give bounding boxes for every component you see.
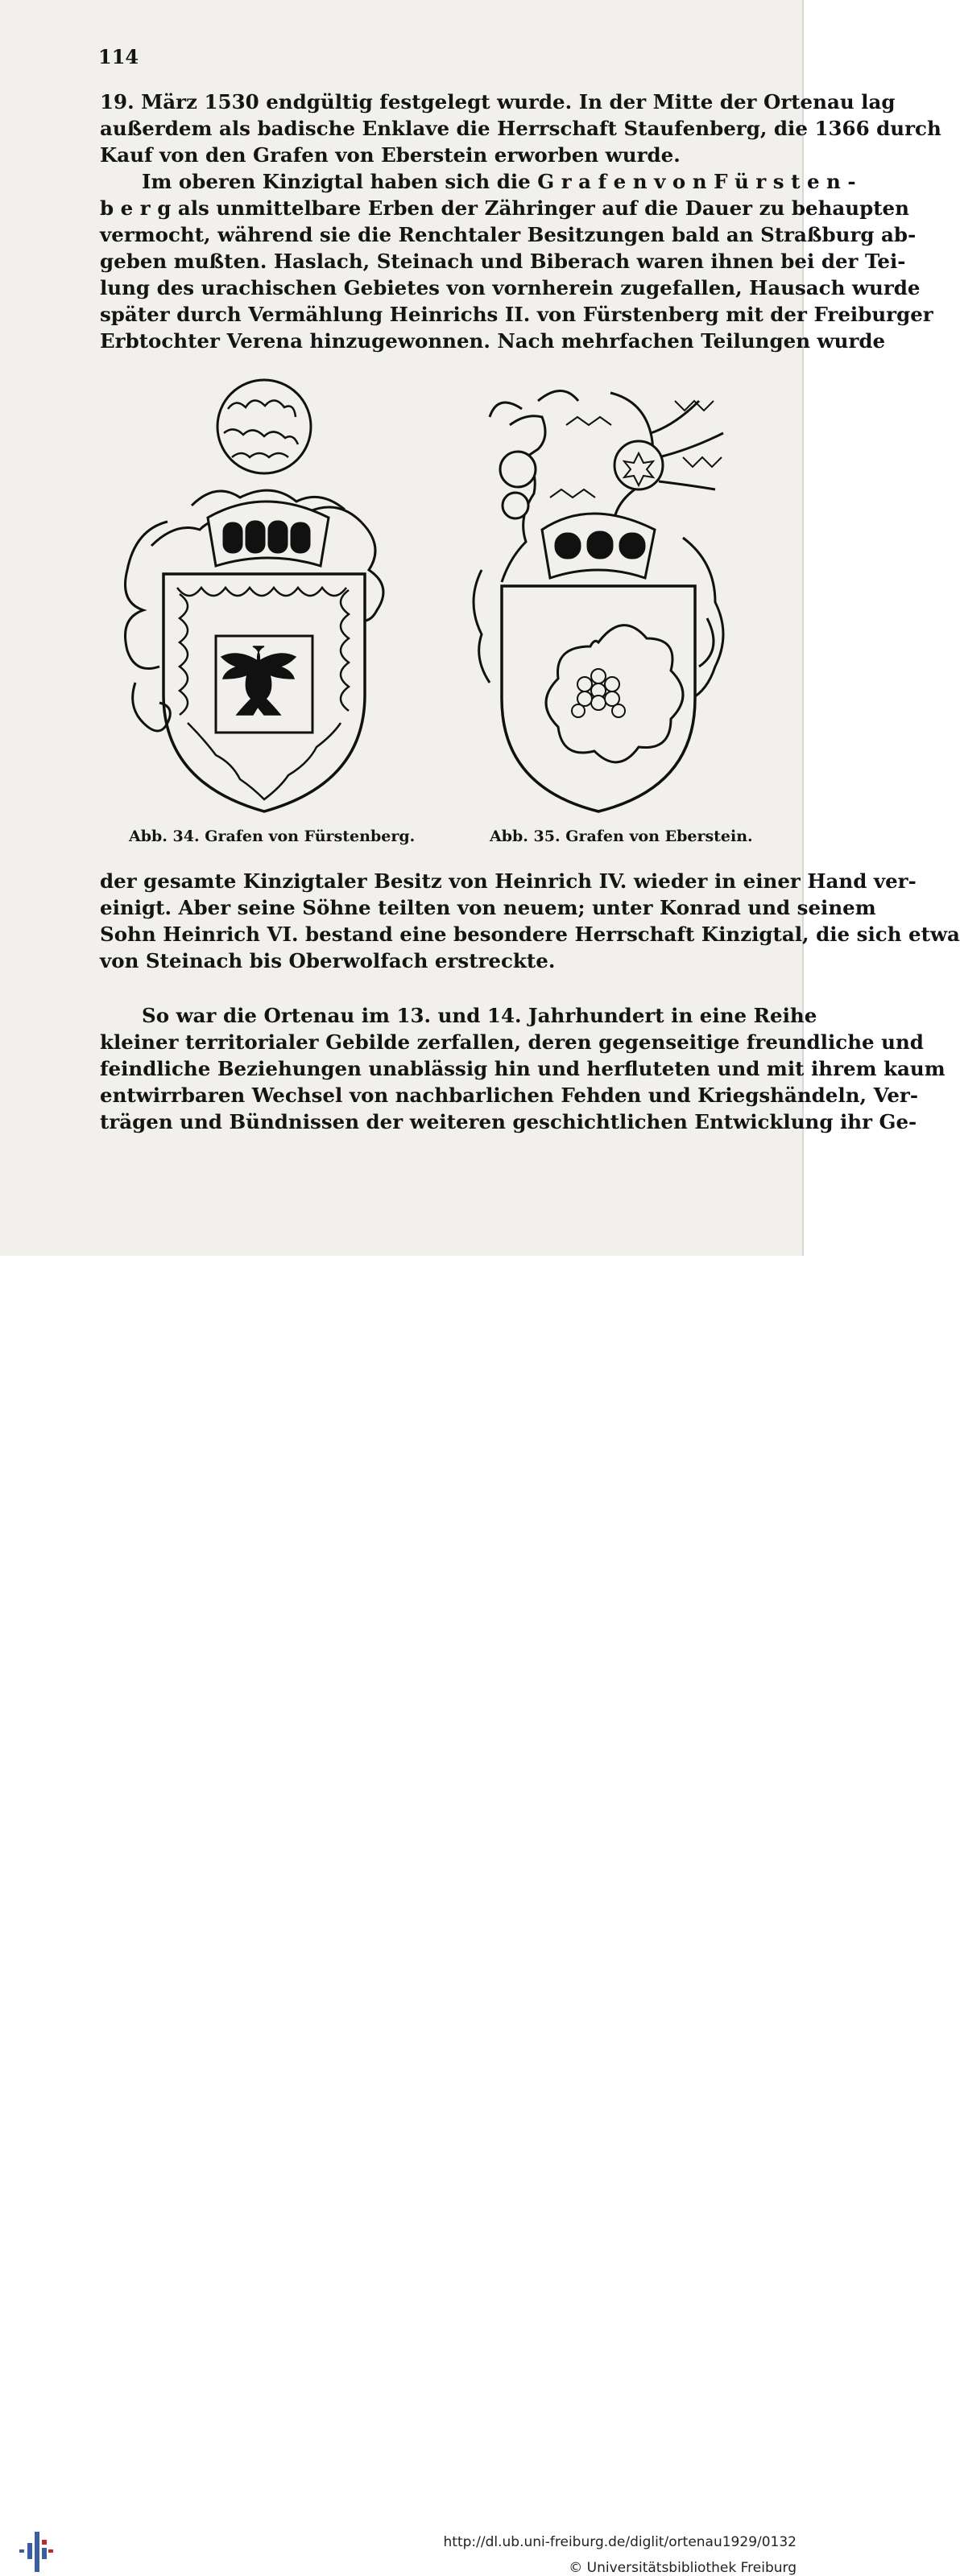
paragraph-4 bbox=[100, 1002, 946, 1135]
text-line: kleiner territorialer Gebilde zerfallen, deren gegenseitige freundliche und bbox=[100, 1030, 924, 1054]
text-line: trägen und Bündnissen der weiteren geschichtlichen Entwicklung ihr Ge- bbox=[100, 1110, 917, 1133]
permalink-url-link[interactable]: http://dl.ub.uni-freiburg.de/diglit/ortenau1929/0132 bbox=[443, 2534, 797, 2550]
book-page bbox=[0, 0, 960, 1256]
text-line: geben mußten. Haslach, Steinach und Biberach waren ihnen bei der Tei- bbox=[100, 250, 906, 273]
text-line-content: So war die Ortenau im 13. und 14. Jahrhundert in eine Reihe bbox=[142, 1004, 817, 1027]
text-line: 19. März 1530 endgültig festgelegt wurde. In der Mitte der Ortenau lag bbox=[100, 90, 896, 114]
text-line: lung des urachischen Gebietes von vornherein zugefallen, Hausach wurde bbox=[100, 276, 921, 299]
text-line: Kauf von den Grafen von Eberstein erworben wurde. bbox=[100, 143, 681, 167]
text-line-content: Im oberen Kinzigtal haben sich die G r a f e n v o n F ü r s t e n - bbox=[142, 170, 856, 193]
text-line: vermocht, während sie die Renchtaler Besitzungen bald an Straßburg ab- bbox=[100, 223, 917, 246]
text-line: entwirrbaren Wechsel von nachbarlichen Fehden und Kriegshändeln, Ver- bbox=[100, 1084, 918, 1107]
figure-caption-35: Abb. 35. Grafen von Eberstein. bbox=[490, 828, 753, 845]
text-line: Sohn Heinrich VI. bestand eine besondere Herrschaft Kinzigtal, die sich etwa bbox=[100, 923, 960, 946]
page-number: 114 bbox=[98, 45, 139, 68]
paragraph-3 bbox=[100, 868, 960, 974]
eberstein-coat-of-arms-illustration bbox=[466, 377, 772, 828]
text-line: feindliche Beziehungen unablässig hin und herfluteten und mit ihrem kaum bbox=[100, 1057, 946, 1080]
text-line: außerdem als badische Enklave die Herrschaft Staufenberg, die 1366 durch bbox=[100, 117, 941, 140]
copyright-notice: © Universitätsbibliothek Freiburg bbox=[569, 2560, 797, 2576]
text-line: von Steinach bis Oberwolfach erstreckte. bbox=[100, 949, 556, 972]
footer-bar bbox=[0, 1256, 811, 2576]
text-line bbox=[100, 168, 856, 195]
paragraph-2 bbox=[100, 168, 933, 354]
fuerstenberg-coat-of-arms-illustration bbox=[119, 377, 393, 828]
text-line: b e r g als unmittelbare Erben der Zähringer auf die Dauer zu behaupten bbox=[100, 196, 909, 220]
figure-caption-34: Abb. 34. Grafen von Fürstenberg. bbox=[129, 828, 416, 845]
paragraph-1 bbox=[100, 89, 941, 168]
text-line: Erbtochter Verena hinzugewonnen. Nach mehrfachen Teilungen wurde bbox=[100, 329, 886, 353]
text-line: später durch Vermählung Heinrichs II. von Fürstenberg mit der Freiburger bbox=[100, 303, 933, 326]
text-line bbox=[100, 1002, 817, 1029]
text-line: der gesamte Kinzigtaler Besitz von Heinrich IV. wieder in einer Hand ver- bbox=[100, 869, 917, 893]
library-logo-icon bbox=[19, 2525, 53, 2575]
text-line: einigt. Aber seine Söhne teilten von neuem; unter Konrad und seinem bbox=[100, 896, 876, 919]
